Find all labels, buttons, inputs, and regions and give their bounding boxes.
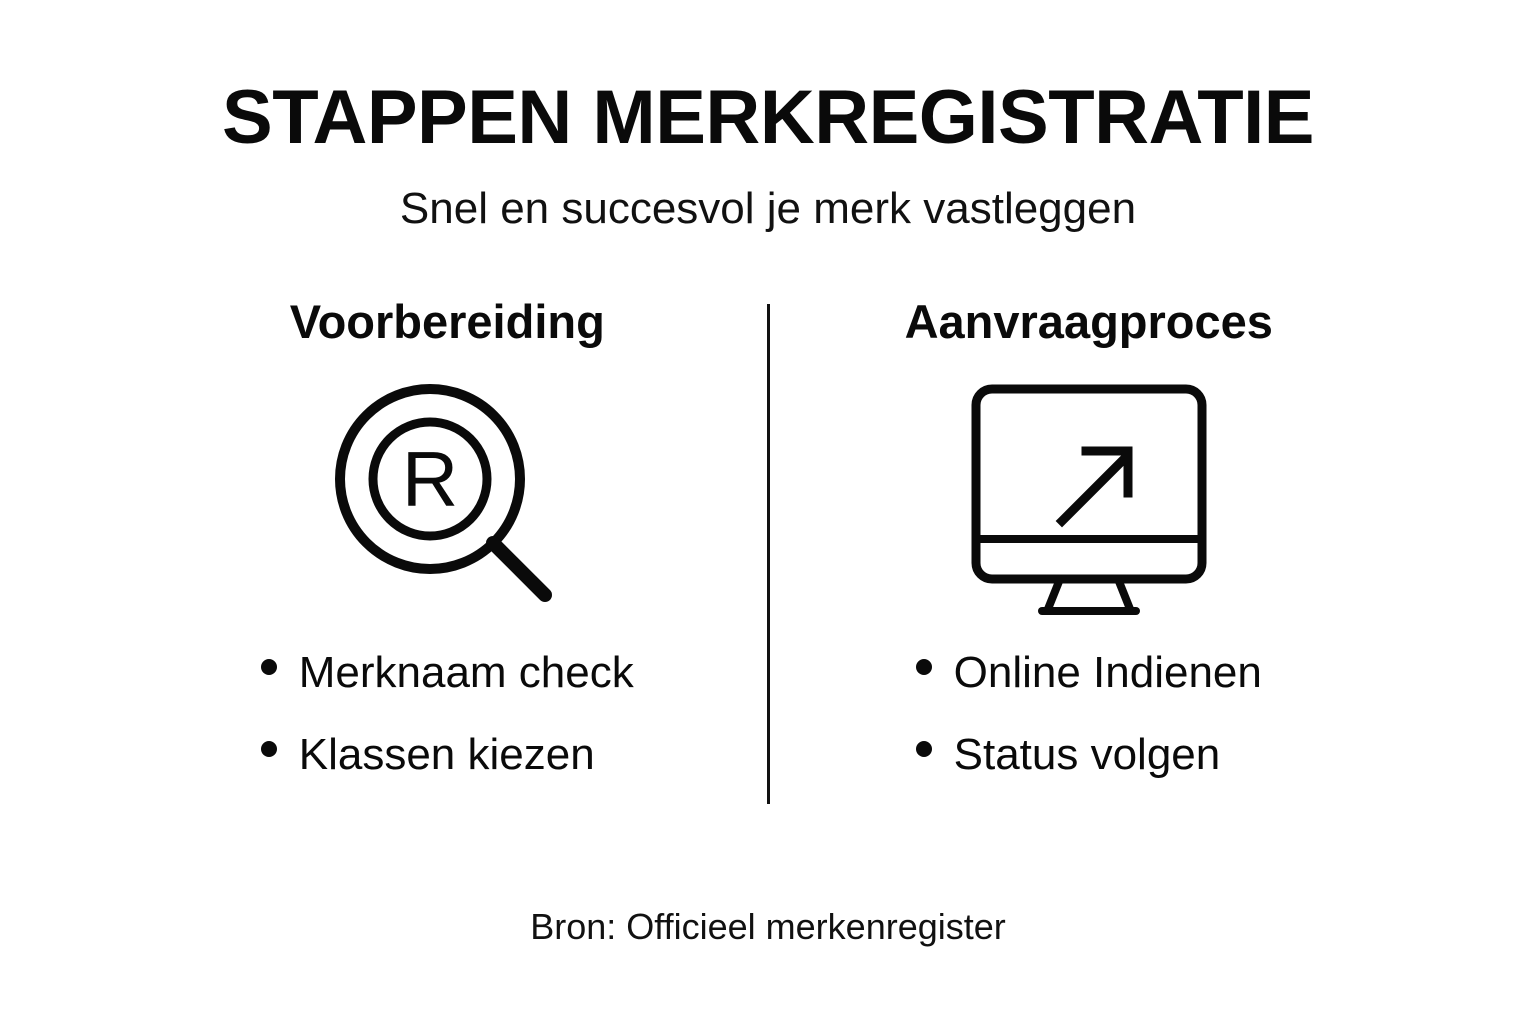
page-title: STAPPEN MERKREGISTRATIE [222, 75, 1314, 160]
bullet-dot-icon [916, 741, 932, 757]
list-item [916, 730, 1262, 780]
list-item [261, 648, 634, 698]
page-subtitle: Snel en succesvol je merk vastleggen [399, 183, 1137, 233]
bullet-dot-icon [916, 659, 932, 675]
column-heading-right: Aanvraagproces [904, 294, 1273, 348]
column-aanvraagproces [770, 296, 1409, 816]
monitor-arrow-up-right-icon [944, 375, 1234, 625]
magnifier-r-icon [317, 375, 577, 625]
list-item-label: Online Indienen [953, 648, 1262, 698]
bullet-dot-icon [261, 659, 277, 675]
column-voorbereiding [128, 296, 767, 816]
list-item-label: Status volgen [953, 730, 1221, 780]
svg-text:R: R [402, 435, 459, 524]
source-note: Bron: Officieel merkenregister [530, 906, 1006, 947]
bullet-list-left [261, 648, 634, 815]
bullet-dot-icon [261, 741, 277, 757]
columns-container [128, 296, 1408, 816]
list-item-label: Klassen kiezen [298, 730, 595, 780]
bullet-list-right [916, 648, 1262, 815]
column-heading-left: Voorbereiding [289, 294, 605, 348]
list-item [916, 648, 1262, 698]
list-item-label: Merknaam check [298, 648, 634, 698]
list-item [261, 730, 634, 780]
